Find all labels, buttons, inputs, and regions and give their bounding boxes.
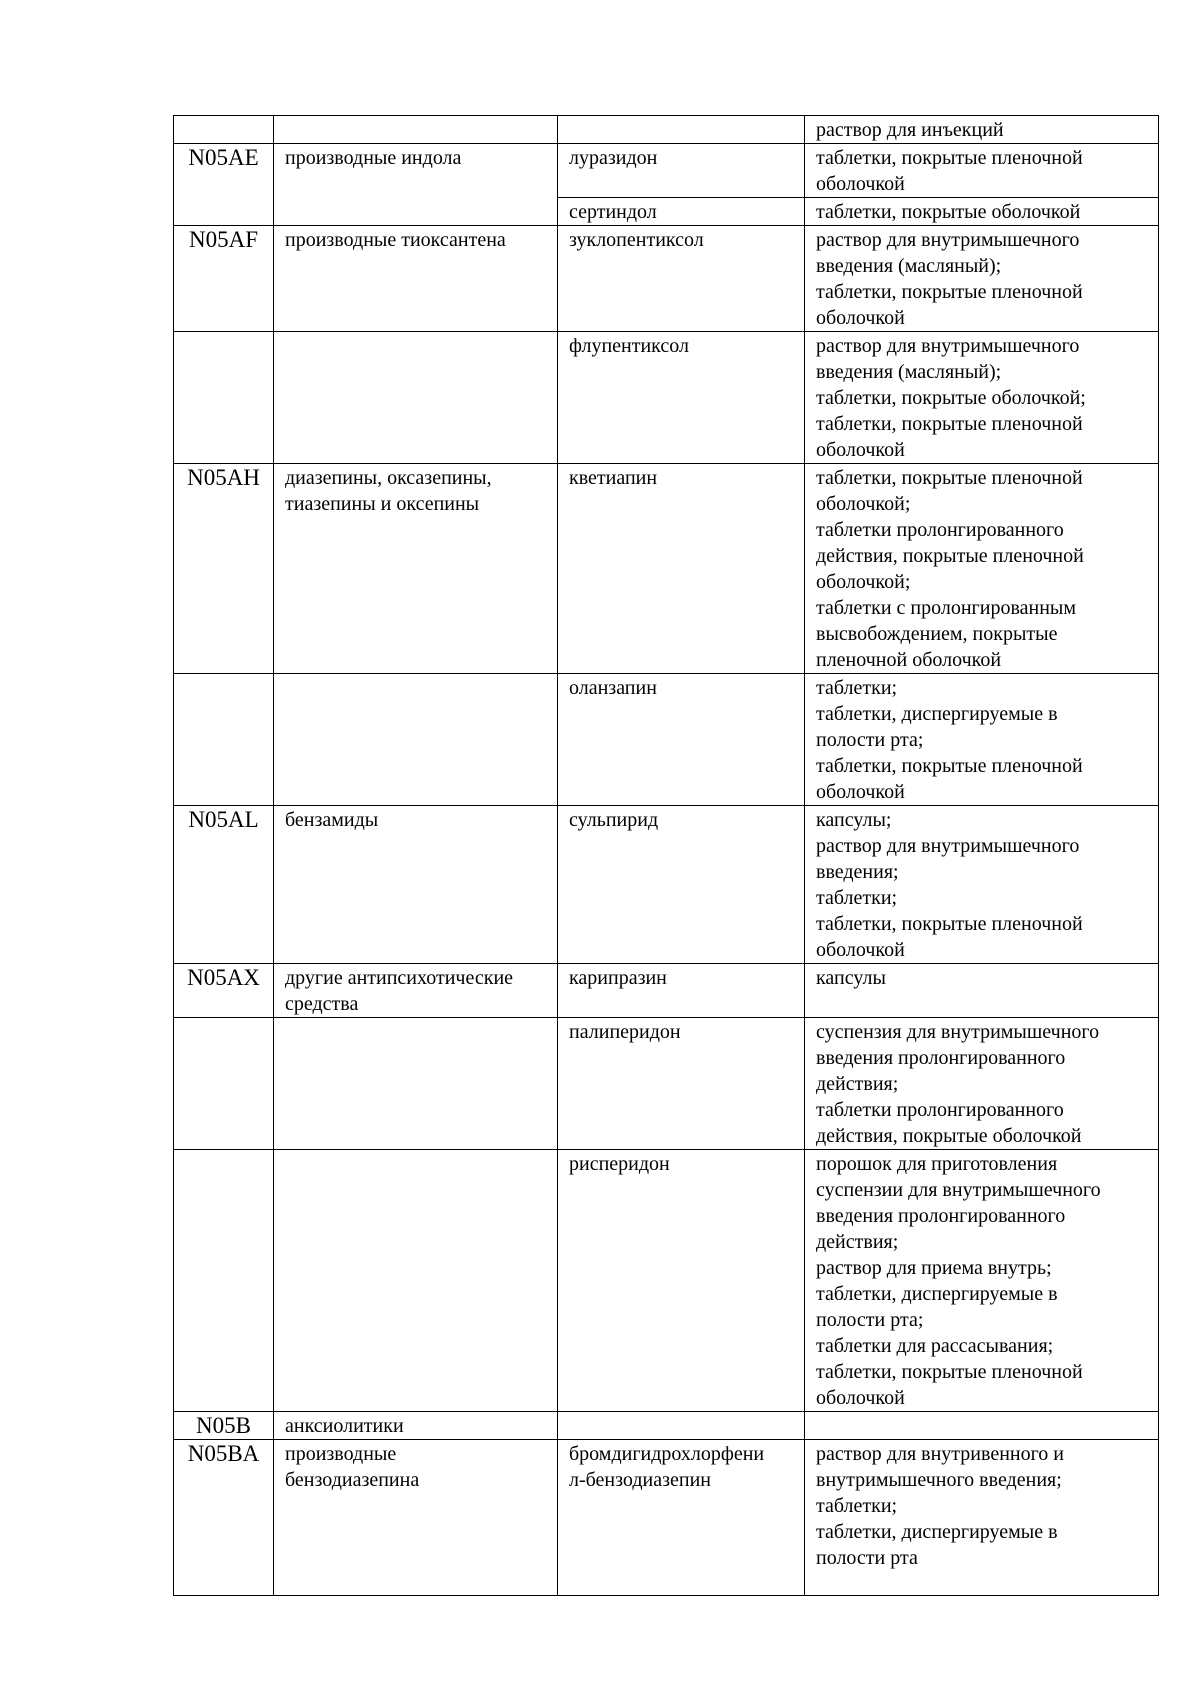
table-row <box>174 464 1159 674</box>
drug-name-cell: флупентиксол <box>558 332 805 464</box>
atc-code-cell <box>174 332 274 464</box>
atc-code-cell <box>174 1150 274 1412</box>
atc-code-cell <box>174 674 274 806</box>
atc-group-cell: бензамиды <box>274 806 558 964</box>
drug-name-cell: палиперидон <box>558 1018 805 1150</box>
atc-group-cell <box>274 116 558 144</box>
dosage-forms-cell: капсулы <box>805 964 1159 1018</box>
table-row <box>174 116 1159 144</box>
atc-code-cell: N05AE <box>174 144 274 226</box>
dosage-forms-cell: раствор для внутримышечного введения (масляный); таблетки, покрытые пленочной оболочкой <box>805 226 1159 332</box>
atc-code-cell: N05AF <box>174 226 274 332</box>
drug-name-cell <box>558 116 805 144</box>
atc-group-cell <box>274 332 558 464</box>
drug-name-cell: оланзапин <box>558 674 805 806</box>
dosage-forms-cell <box>805 1412 1159 1440</box>
dosage-forms-cell: таблетки, покрытые пленочной оболочкой <box>805 144 1159 198</box>
drug-name-cell: бромдигидрохлорфени л-бензодиазепин <box>558 1440 805 1596</box>
drug-name-cell: кветиапин <box>558 464 805 674</box>
dosage-forms-cell: раствор для внутримышечного введения (масляный); таблетки, покрытые оболочкой; таблетки, покрытые пленочной оболочкой <box>805 332 1159 464</box>
table-row <box>174 226 1159 332</box>
drug-name-cell: луразидон <box>558 144 805 198</box>
drug-name-cell: зуклопентиксол <box>558 226 805 332</box>
dosage-forms-cell: капсулы; раствор для внутримышечного введения; таблетки; таблетки, покрытые пленочной оболочкой <box>805 806 1159 964</box>
table-row <box>174 1412 1159 1440</box>
table-row <box>174 1018 1159 1150</box>
dosage-forms-cell: таблетки; таблетки, диспергируемые в полости рта; таблетки, покрытые пленочной оболочкой <box>805 674 1159 806</box>
drug-name-cell: сульпирид <box>558 806 805 964</box>
drug-name-cell: рисперидон <box>558 1150 805 1412</box>
atc-group-cell: производные тиоксантена <box>274 226 558 332</box>
atc-group-cell: производные индола <box>274 144 558 226</box>
atc-code-cell: N05AH <box>174 464 274 674</box>
dosage-forms-cell: раствор для инъекций <box>805 116 1159 144</box>
atc-code-cell: N05B <box>174 1412 274 1440</box>
drug-table <box>173 115 1159 1596</box>
atc-group-cell <box>274 1150 558 1412</box>
table-row <box>174 332 1159 464</box>
dosage-forms-cell: таблетки, покрытые оболочкой <box>805 198 1159 226</box>
atc-group-cell: анксиолитики <box>274 1412 558 1440</box>
table-row <box>174 144 1159 198</box>
atc-code-cell: N05BA <box>174 1440 274 1596</box>
drug-name-cell: сертиндол <box>558 198 805 226</box>
atc-group-cell: производные бензодиазепина <box>274 1440 558 1596</box>
table-row <box>174 964 1159 1018</box>
dosage-forms-cell: таблетки, покрытые пленочной оболочкой; таблетки пролонгированного действия, покрытые пленочной оболочкой; таблетки с пролонгированным высвобождением, покрытые пленочной оболочкой <box>805 464 1159 674</box>
atc-code-cell <box>174 116 274 144</box>
table-row <box>174 806 1159 964</box>
atc-code-cell: N05AX <box>174 964 274 1018</box>
table-row <box>174 674 1159 806</box>
atc-code-cell: N05AL <box>174 806 274 964</box>
table-row <box>174 1150 1159 1412</box>
drug-name-cell <box>558 1412 805 1440</box>
table-row <box>174 1440 1159 1596</box>
drug-name-cell: карипразин <box>558 964 805 1018</box>
dosage-forms-cell: суспензия для внутримышечного введения пролонгированного действия; таблетки пролонгированного действия, покрытые оболочкой <box>805 1018 1159 1150</box>
atc-group-cell <box>274 1018 558 1150</box>
dosage-forms-cell: порошок для приготовления суспензии для внутримышечного введения пролонгированного действия; раствор для приема внутрь; таблетки, диспергируемые в полости рта; таблетки для рассасывания; таблетки, покрытые пленочной оболочкой <box>805 1150 1159 1412</box>
atc-group-cell: диазепины, оксазепины, тиазепины и оксепины <box>274 464 558 674</box>
atc-group-cell <box>274 674 558 806</box>
atc-group-cell: другие антипсихотические средства <box>274 964 558 1018</box>
atc-code-cell <box>174 1018 274 1150</box>
dosage-forms-cell: раствор для внутривенного и внутримышечного введения; таблетки; таблетки, диспергируемые в полости рта <box>805 1440 1159 1596</box>
